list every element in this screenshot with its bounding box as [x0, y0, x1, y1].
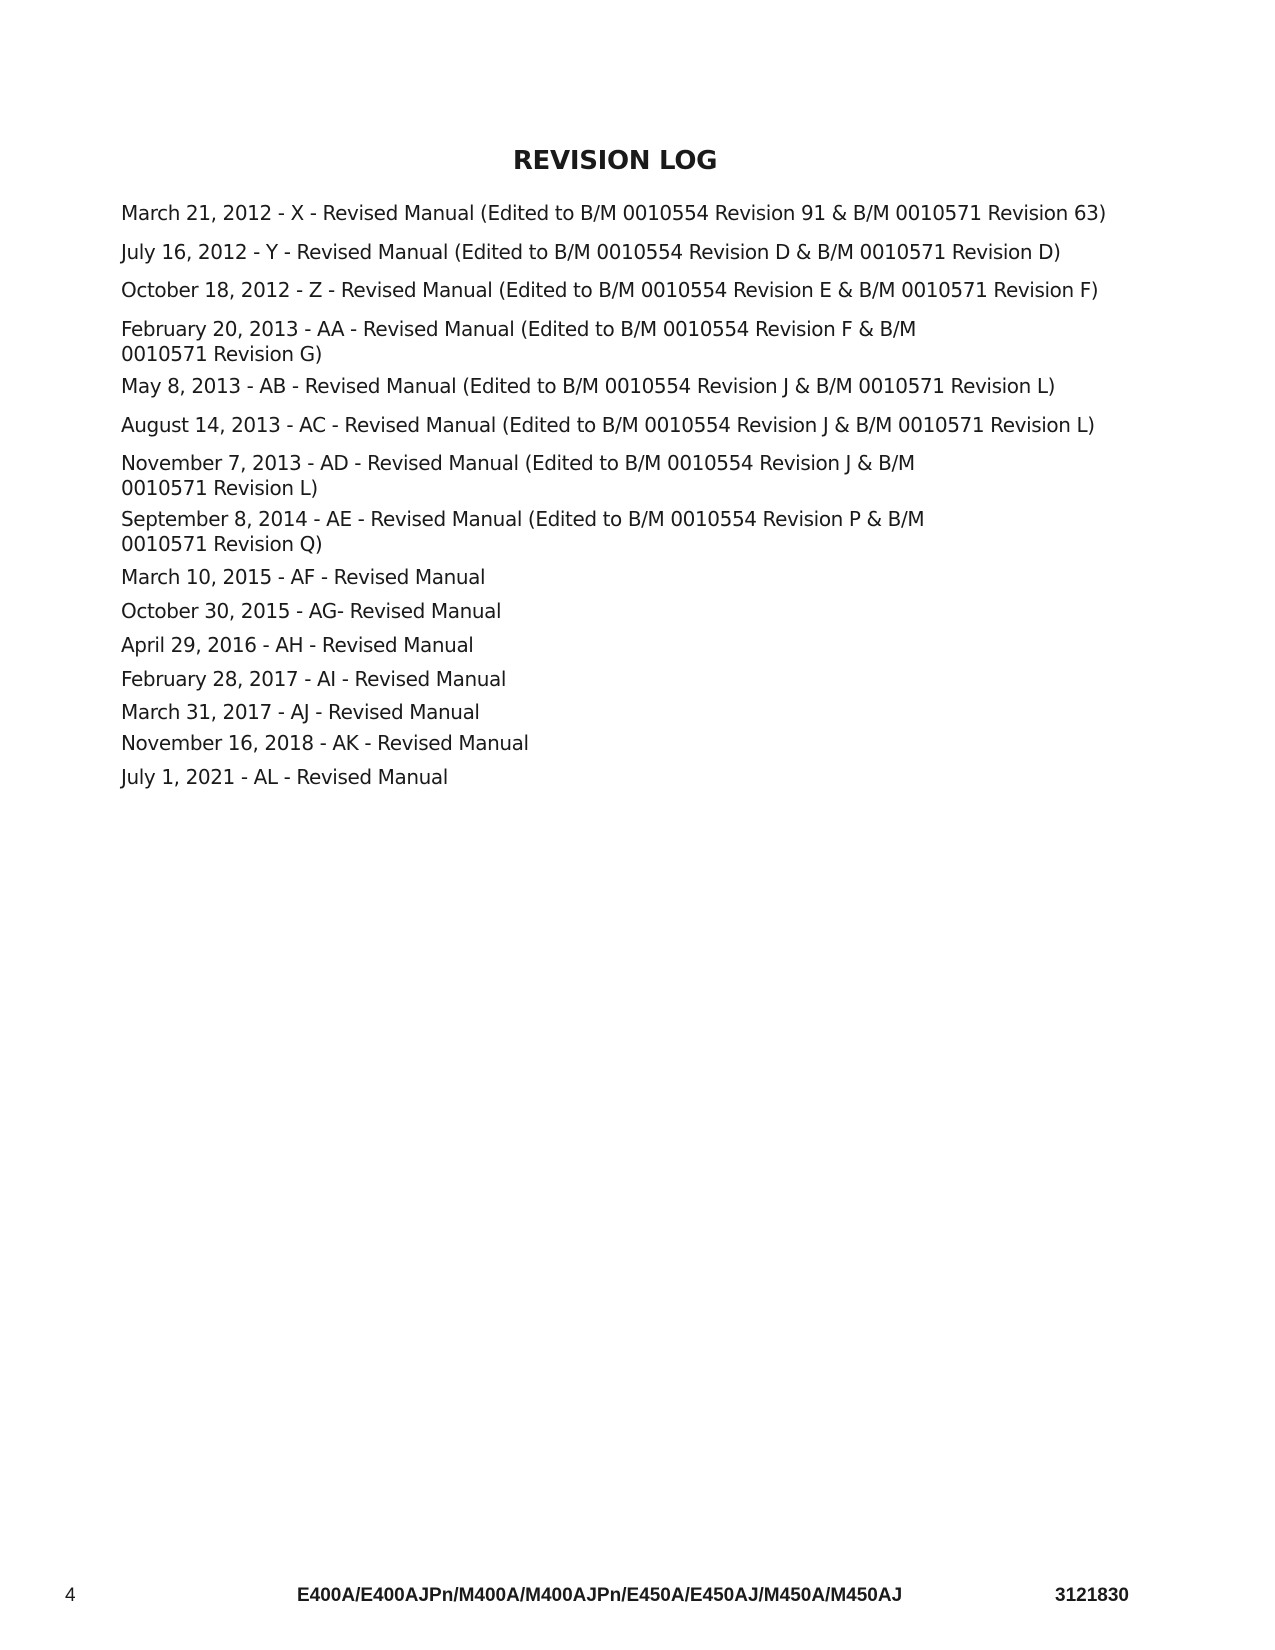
revision-entry: March 10, 2015 - AF - Revised Manual	[121, 565, 486, 589]
revision-entry: July 16, 2012 - Y - Revised Manual (Edited to B/M 0010554 Revision D & B/M 0010571 Revision D)	[121, 240, 1061, 264]
page-title: REVISION LOG	[512, 146, 718, 176]
revision-entry: July 1, 2021 - AL - Revised Manual	[121, 765, 448, 789]
revision-entry: November 16, 2018 - AK - Revised Manual	[121, 731, 529, 755]
revision-entry: October 18, 2012 - Z - Revised Manual (Edited to B/M 0010554 Revision E & B/M 0010571 Revision F)	[121, 278, 1099, 302]
page-footer	[0, 1585, 1275, 1609]
revision-entry: April 29, 2016 - AH - Revised Manual	[121, 633, 474, 657]
model-list: E400A/E400AJPn/M400A/M400AJPn/E450A/E450AJ/M450A/M450AJ	[297, 1585, 903, 1606]
page-number: 4	[65, 1585, 76, 1606]
revision-entry: August 14, 2013 - AC - Revised Manual (Edited to B/M 0010554 Revision J & B/M 0010571 Revision L)	[121, 413, 1095, 437]
revision-entry: September 8, 2014 - AE - Revised Manual (Edited to B/M 0010554 Revision P & B/M 0010571 Revision Q)	[121, 507, 925, 556]
document-number: 3121830	[1055, 1585, 1129, 1606]
revision-entry: May 8, 2013 - AB - Revised Manual (Edited to B/M 0010554 Revision J & B/M 0010571 Revision L)	[121, 374, 1055, 398]
revision-entry: February 20, 2013 - AA - Revised Manual (Edited to B/M 0010554 Revision F & B/M 0010571 Revision G)	[121, 317, 917, 366]
revision-entry: March 31, 2017 - AJ - Revised Manual	[121, 700, 480, 724]
revision-entry: February 28, 2017 - AI - Revised Manual	[121, 667, 507, 691]
revision-entry: October 30, 2015 - AG- Revised Manual	[121, 599, 502, 623]
revision-entry: November 7, 2013 - AD - Revised Manual (Edited to B/M 0010554 Revision J & B/M 0010571 Revision L)	[121, 451, 915, 500]
revision-entry: March 21, 2012 - X - Revised Manual (Edited to B/M 0010554 Revision 91 & B/M 0010571 Revision 63)	[121, 201, 1106, 225]
